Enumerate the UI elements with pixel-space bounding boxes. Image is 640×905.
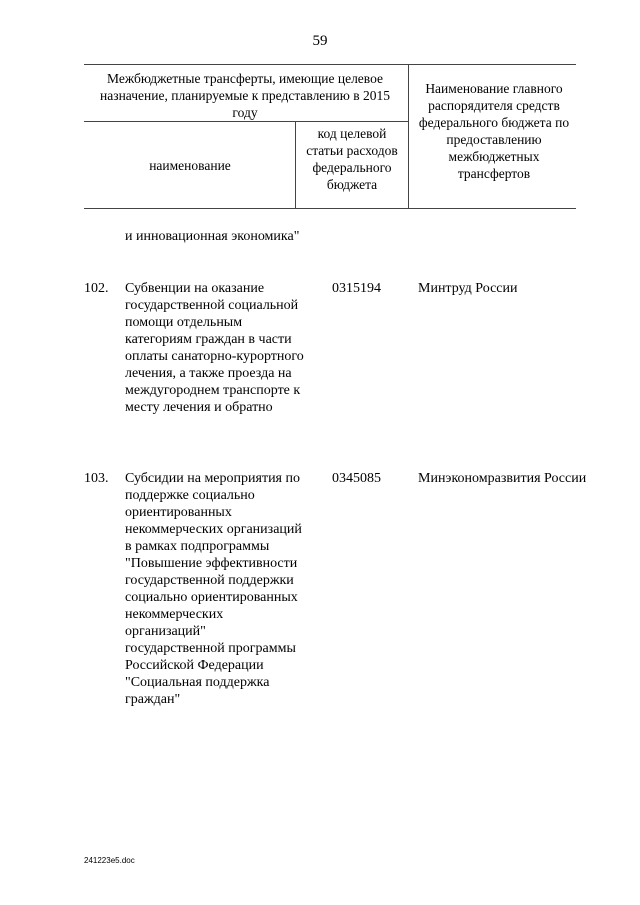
header-col-name: наименование [149,158,231,173]
header-group-title: Межбюджетные трансферты, имеющие целевое назначение, планируемые к представлению в 2015 году [100,71,390,120]
row-number: 102. [84,281,109,296]
row-code: 0315194 [332,281,381,296]
page-number: 59 [312,33,328,49]
header-divider-admin [408,64,409,208]
header-mid-border [84,121,408,122]
row-name: Субвенции на оказание государственной социальной помощи отдельным категориям граждан в части оплаты санаторно-курортного лечения, а также проезда на междугороднем транспорте к месту лечения и обратно [125,281,304,415]
row-number: 103. [84,471,109,486]
row-code: 0345085 [332,471,381,486]
header-divider-code [295,121,296,208]
header-top-border [84,64,576,65]
header-col-code: код целевой статьи расходов федерального бюджета [306,126,398,192]
continuation-name: и инновационная экономика" [125,229,300,244]
header-col-admin: Наименование главного распорядителя средств федерального бюджета по предоставлению межбюджетных трансфертов [418,81,570,181]
header-bottom-border [84,208,576,209]
row-admin: Минтруд России [418,281,518,296]
footer-filename: 241223e5.doc [84,856,135,865]
row-admin: Минэкономразвития России [418,471,587,486]
row-name: Субсидии на мероприятия по поддержке социально ориентированных некоммерческих организаций в рамках подпрограммы "Повышение эффективности государственной поддержки социально ориентированных некоммерческих организаций" государственной программы Российской Федерации "Социальная поддержка граждан" [125,471,302,707]
